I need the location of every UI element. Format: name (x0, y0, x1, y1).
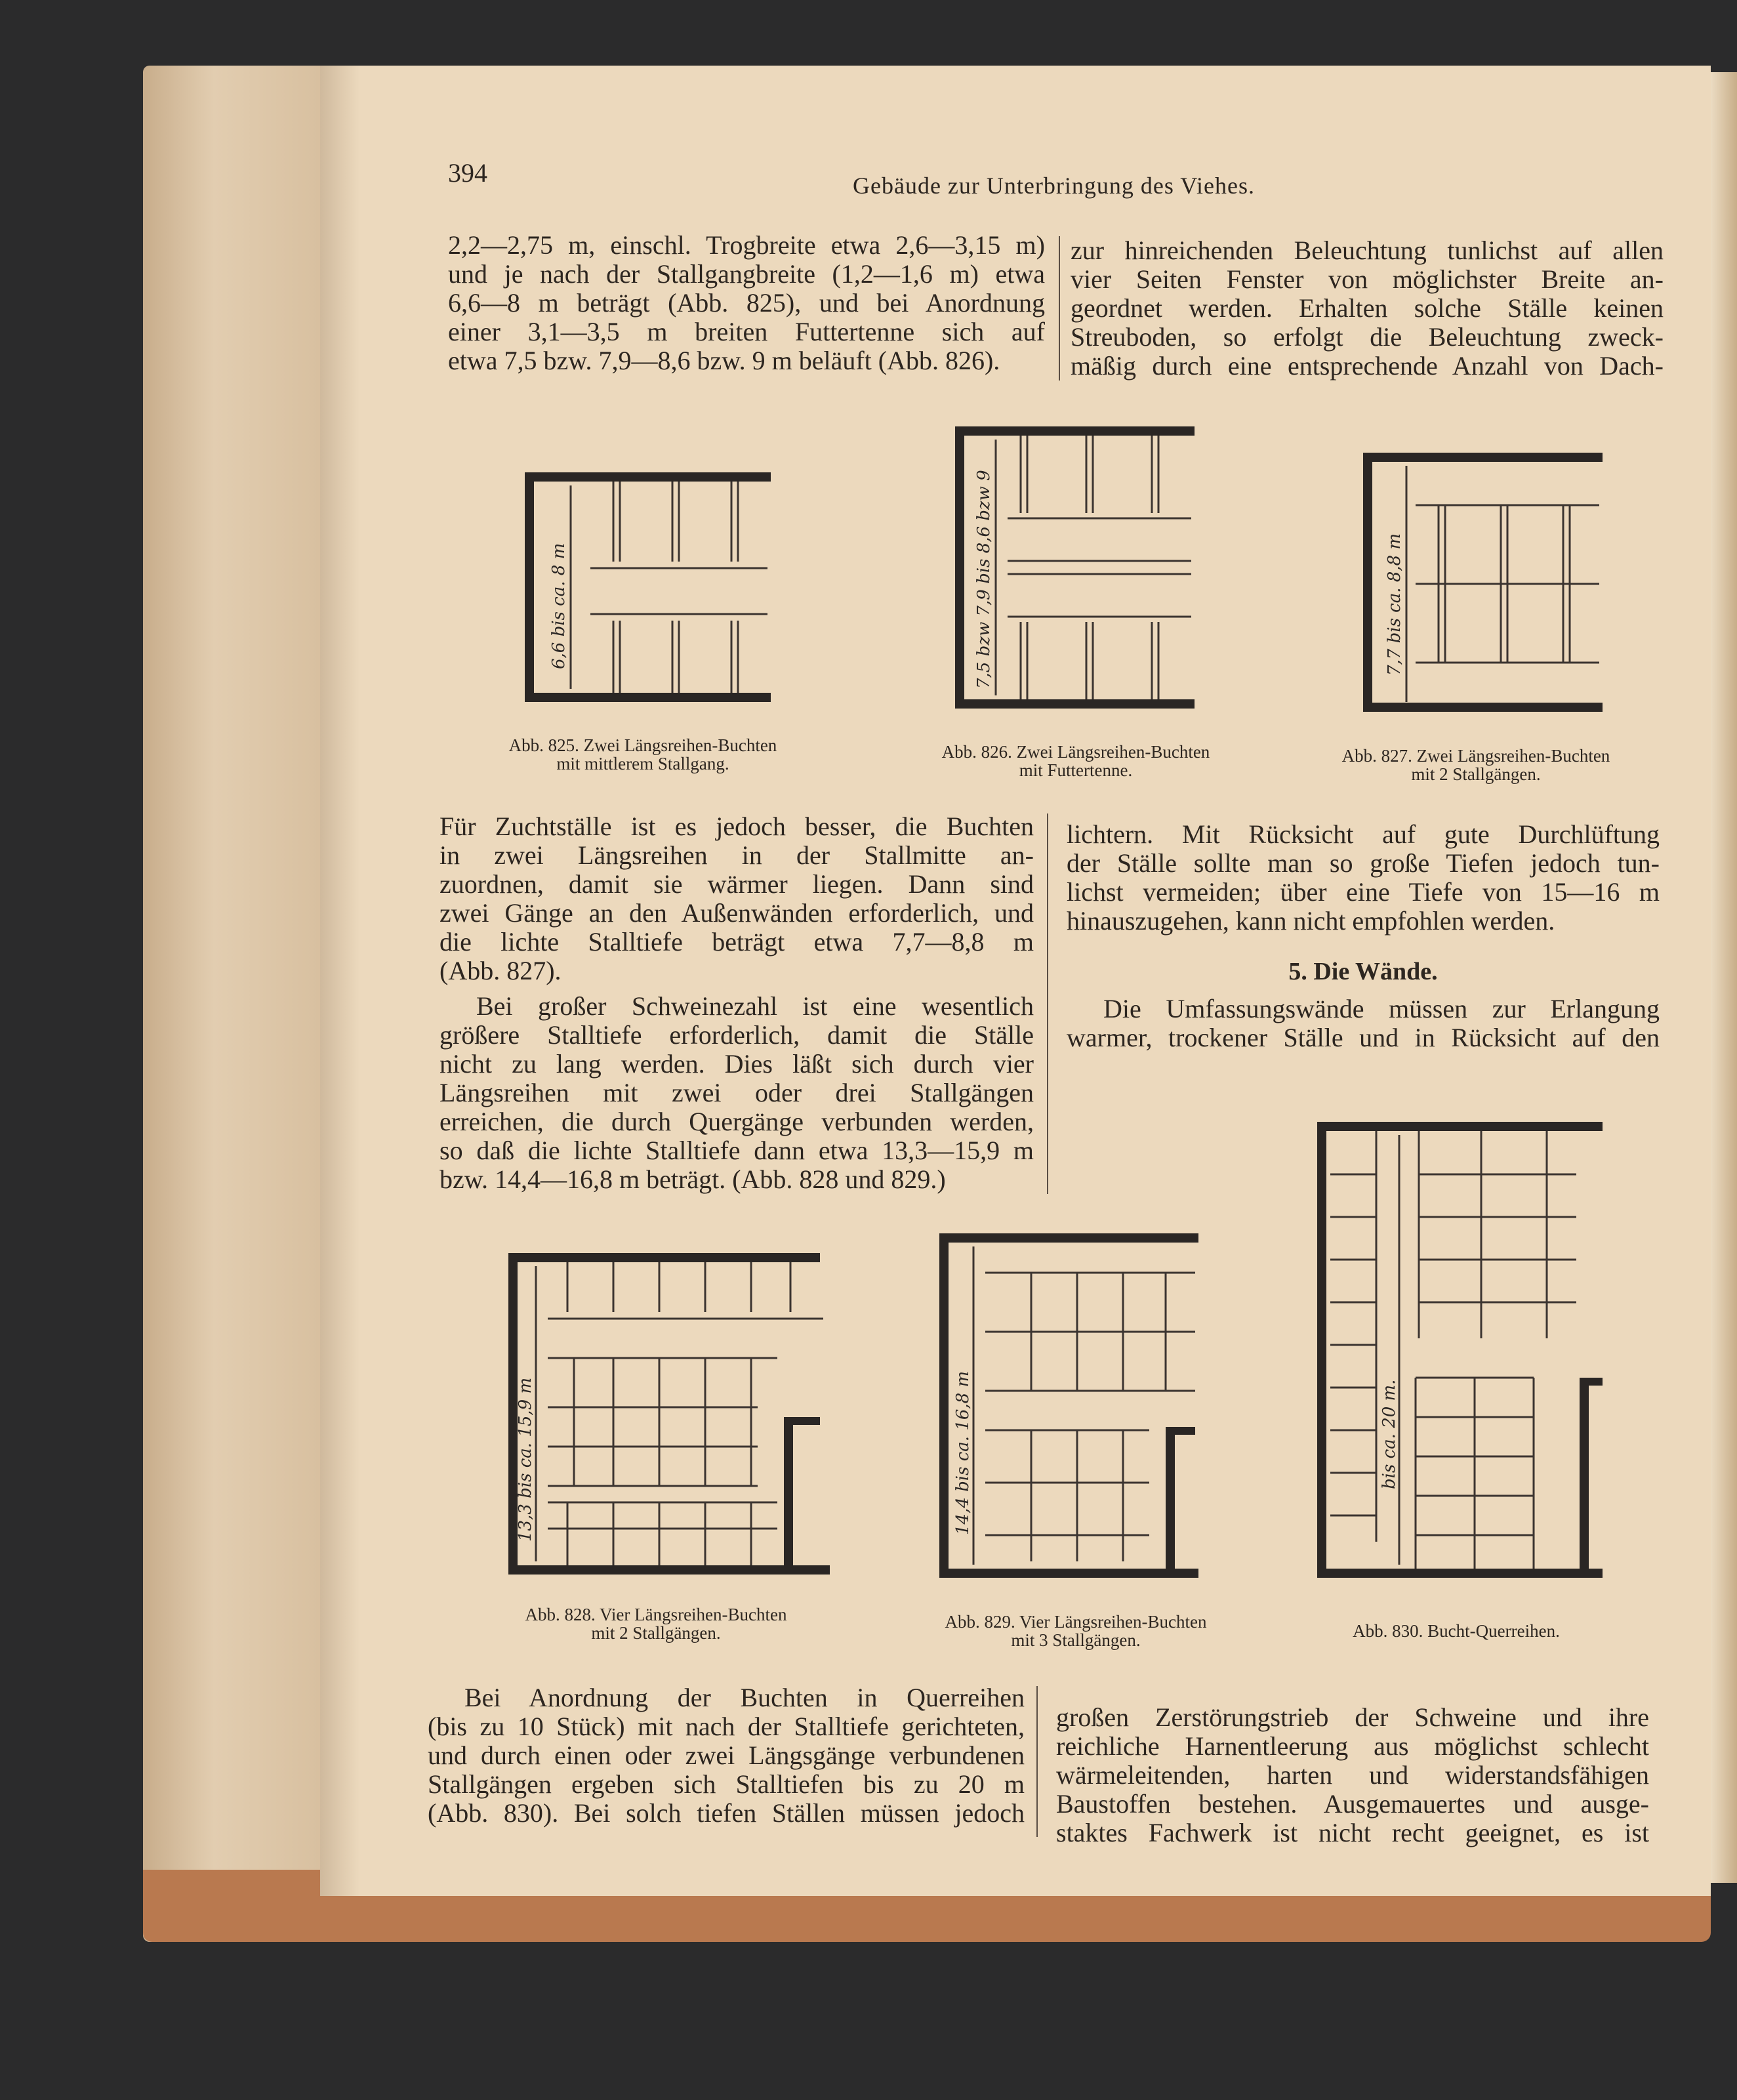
text-line: großen Zerstörungstrieb der Schweine und ihre (1056, 1702, 1649, 1732)
page-number: 394 (448, 158, 487, 188)
caption-line2: mit mittlerem Stallgang. (556, 754, 729, 773)
caption-line1: Bucht-Querreihen. (1427, 1621, 1560, 1641)
text-line: Längsreihen mit zwei oder drei Stallgängen (439, 1078, 1034, 1107)
mid-right-column (1067, 820, 1660, 1052)
text-line: in zwei Längsreihen in der Stallmitte an- (439, 840, 1034, 870)
figure-830-plan (1317, 1122, 1606, 1581)
text-line: vier Seiten Fenster von möglichster Breite an- (1071, 264, 1664, 294)
text-line: Streuboden, so erfolgt die Beleuchtung zweck- (1071, 322, 1664, 352)
text-line: Stallgängen ergeben sich Stalltiefen bis zu 20 m (428, 1769, 1025, 1799)
figure-829-plan (939, 1233, 1202, 1581)
text-line: zwei Gänge an den Außenwänden erforderlich, und (439, 898, 1034, 928)
caption-line1: Zwei Längsreihen-Buchten (1016, 742, 1210, 762)
text-line: lichst vermeiden; über eine Tiefe von 15—16 m (1067, 877, 1660, 907)
caption-line1: Vier Längsreihen-Buchten (1019, 1612, 1207, 1632)
caption-line1: Zwei Längsreihen-Buchten (1416, 746, 1610, 766)
caption-line1: Zwei Längsreihen-Buchten (583, 735, 777, 755)
text-line: Baustoffen bestehen. Ausgemauertes und ausge- (1056, 1789, 1649, 1819)
text-line: 2,2—2,75 m, einschl. Trogbreite etwa 2,6—3,15 m) (448, 230, 1045, 260)
dimension-label: 14,4 bis ca. 16,8 m (953, 1370, 973, 1535)
caption-number: Abb. 826. (941, 742, 1012, 762)
caption-number: Abb. 829. (945, 1612, 1015, 1632)
section-heading: 5. Die Wände. (1288, 958, 1438, 985)
text-line: Für Zuchtställe ist es jedoch besser, die Buchten (439, 812, 1034, 841)
text-line: lichtern. Mit Rücksicht auf gute Durchlüftung (1067, 819, 1660, 849)
caption-number: Abb. 828. (525, 1605, 596, 1624)
text-line: so daß die lichte Stalltiefe dann etwa 13,3—15,9 m (439, 1136, 1034, 1165)
caption-line2: mit Futtertenne. (1019, 760, 1133, 780)
text-line: mäßig durch eine entsprechende Anzahl von Dach- (1071, 351, 1664, 381)
text-line: die lichte Stalltiefe beträgt etwa 7,7—8,8 m (439, 927, 1034, 957)
text-line: einer 3,1—3,5 m breiten Futtertenne sich auf (448, 317, 1045, 346)
caption-line2: mit 2 Stallgängen. (1411, 764, 1541, 784)
figure-828-plan (508, 1253, 830, 1581)
caption-830 (1286, 1622, 1627, 1640)
caption-number: Abb. 825. (508, 735, 579, 755)
text-line: erreichen, die durch Quergänge verbunden werden, (439, 1107, 1034, 1136)
column-rule (1036, 1686, 1038, 1837)
caption-828 (472, 1605, 840, 1642)
top-right-column (1071, 236, 1664, 381)
page-gutter-shadow (320, 66, 359, 1896)
caption-line1: Vier Längsreihen-Buchten (599, 1605, 787, 1624)
text-line: wärmeleitenden, harten und widerstandsfähigen (1056, 1760, 1649, 1790)
bottom-left-column (428, 1683, 1025, 1828)
column-rule (1059, 236, 1060, 381)
bottom-right-column (1056, 1703, 1649, 1847)
text-line: (Abb. 830). Bei solch tiefen Ställen müssen jedoch (428, 1798, 1025, 1828)
running-title: Gebäude zur Unterbringung des Viehes. (853, 173, 1255, 199)
caption-826 (892, 743, 1259, 779)
caption-number: Abb. 830. (1353, 1621, 1423, 1641)
text-line: zur hinreichenden Beleuchtung tunlichst auf allen (1071, 236, 1664, 265)
top-left-column (448, 231, 1045, 375)
dimension-label: 13,3 bis ca. 15,9 m (516, 1377, 535, 1542)
text-line: (Abb. 827). (439, 956, 562, 985)
text-line: bzw. 14,4—16,8 m beträgt. (Abb. 828 und 829.) (439, 1164, 946, 1194)
caption-number: Abb. 827. (1341, 746, 1412, 766)
text-line: etwa 7,5 bzw. 7,9—8,6 bzw. 9 m beläuft (Abb. 826). (448, 346, 1000, 375)
figure-827-plan (1363, 453, 1612, 715)
column-rule (1047, 813, 1048, 1194)
figure-826-plan (955, 426, 1204, 715)
mid-left-column (439, 812, 1034, 1194)
text-line: nicht zu lang werden. Dies läßt sich durch vier (439, 1049, 1034, 1079)
caption-827 (1292, 747, 1660, 783)
text-line: größere Stalltiefe erforderlich, damit die Ställe (439, 1020, 1034, 1050)
text-line: hinauszugehen, kann nicht empfohlen werden. (1067, 906, 1555, 936)
dimension-label: 6,6 bis ca. 8 m (549, 543, 569, 669)
text-line: 6,6—8 m beträgt (Abb. 825), und bei Anordnung (448, 288, 1045, 318)
text-line: Bei Anordnung der Buchten in Querreihen (464, 1683, 1025, 1712)
text-line: und je nach der Stallgangbreite (1,2—1,6 m) etwa (448, 259, 1045, 289)
caption-825 (459, 736, 827, 773)
figure-825-plan (525, 472, 774, 709)
caption-line2: mit 2 Stallgängen. (591, 1623, 721, 1643)
text-line: geordnet werden. Erhalten solche Ställe keinen (1071, 293, 1664, 323)
text-line: staktes Fachwerk ist nicht recht geeignet, es ist (1056, 1818, 1649, 1847)
dimension-label: 7,5 bzw 7,9 bis 8,6 bzw 9 (974, 470, 994, 689)
caption-829 (892, 1613, 1259, 1649)
text-line: Die Umfassungswände müssen zur Erlangung (1103, 994, 1660, 1023)
caption-line2: mit 3 Stallgängen. (1011, 1630, 1141, 1650)
text-line: zuordnen, damit sie wärmer liegen. Dann sind (439, 869, 1034, 899)
text-line: warmer, trockener Ställe und in Rücksicht auf den (1067, 1023, 1660, 1052)
text-line: der Ställe sollte man so große Tiefen jedoch tun- (1067, 848, 1660, 878)
text-line: reichliche Harnentleerung aus möglichst schlecht (1056, 1731, 1649, 1761)
text-line: (bis zu 10 Stück) mit nach der Stalltiefe gerichteten, (428, 1712, 1025, 1741)
dimension-label: bis ca. 20 m. (1379, 1379, 1399, 1489)
page-block-edge (143, 66, 320, 1942)
text-line: Bei großer Schweinezahl ist eine wesentlich (476, 991, 1034, 1021)
text-line: und durch einen oder zwei Längsgänge verbundenen (428, 1740, 1025, 1770)
dimension-label: 7,7 bis ca. 8,8 m (1385, 533, 1404, 676)
